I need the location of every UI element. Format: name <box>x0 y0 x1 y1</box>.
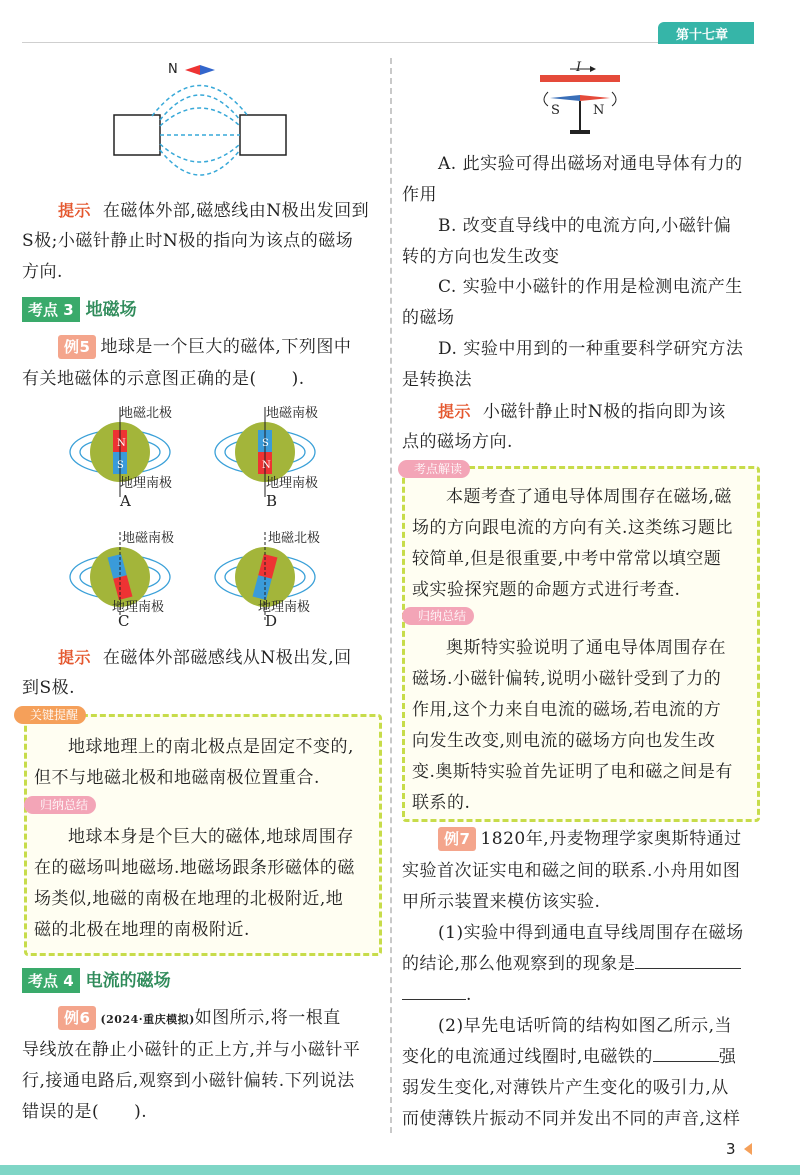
opt-b-line2: 转的方向也发生改变 <box>402 247 560 267</box>
box2-t1-l2: 场的方向跟电流的方向有关.这类练习题比 <box>412 518 733 538</box>
ex5-badge: 例5 <box>58 335 96 359</box>
ex7-line3: 甲所示装置来模仿该实验. <box>402 892 601 912</box>
ex6-line4: 错误的是( ). <box>22 1102 148 1122</box>
opt-d-line1: D. 实验中用到的一种重要科学研究方法 <box>438 339 744 359</box>
hint1-line3: 方向. <box>22 262 63 282</box>
box1-t2-l2: 在的磁场叫地磁场.地磁场跟条形磁体的磁 <box>34 858 355 878</box>
opt-c-line1: C. 实验中小磁针的作用是检测电流产生 <box>438 277 743 297</box>
svg-text:N: N <box>117 438 126 449</box>
needle-n-label: N <box>168 62 178 77</box>
fig-s-label: S <box>551 103 560 118</box>
hint1-line2: S极;小磁针静止时N极的指向为该点的磁场 <box>22 231 354 251</box>
ex7-q2-line2: 变化的电流通过线圈时,电磁铁的 强 <box>402 1042 736 1073</box>
page-arrow-icon <box>744 1143 752 1155</box>
fig-current-label: I <box>576 60 582 75</box>
chapter-label: 第十七章 <box>676 28 729 43</box>
hint-r-line2: 点的磁场方向. <box>402 432 513 452</box>
ex6-line3: 行,接通电路后,观察到小磁针偏转.下列说法 <box>22 1071 355 1091</box>
svg-text:S: S <box>117 460 124 471</box>
hint2-line1: 提示 在磁体外部磁感线从N极出发,回 <box>58 648 352 668</box>
box2-t1-l3: 较简单,但是很重要,中考中常常以填空题 <box>412 549 722 569</box>
box1-t1-l1: 地球地理上的南北极点是固定不变的, <box>68 737 354 757</box>
opt-b-bottom: 地理南极 <box>266 476 319 491</box>
hint-r-tag: 提示 <box>438 402 472 421</box>
section3-tag: 考点 3 <box>22 297 80 322</box>
ex7-q2-line4: 而使薄铁片振动不同并发出不同的声音,这样 <box>402 1109 741 1129</box>
answer-blank-2[interactable] <box>402 981 466 1000</box>
ex7-q1-line2: 的结论,那么他观察到的现象是 <box>402 949 741 980</box>
box2-t2-l6: 联系的. <box>412 793 471 813</box>
box2-t1-l1: 本题考查了通电导体周围存在磁场,磁 <box>446 487 732 507</box>
box1-t2-l3: 场类似,地磁的南极在地理的北极附近,地 <box>34 889 344 909</box>
answer-blank-3[interactable] <box>653 1043 719 1062</box>
opt-d-bottom: 地理南极 <box>258 600 311 615</box>
ex5-line2: 有关地磁体的示意图正确的是( ). <box>22 369 305 389</box>
ex7-q1-line3: . <box>402 980 472 1011</box>
ex6-badge: 例6 <box>58 1006 96 1030</box>
ex6-line2: 导线放在静止小磁针的正上方,并与小磁针平 <box>22 1040 361 1060</box>
magnet-field-figure <box>110 60 310 190</box>
summary-tag-right: 归纳总结 <box>402 605 474 625</box>
ex7-badge: 例7 <box>438 827 476 851</box>
svg-text:S: S <box>262 438 269 449</box>
page-number: 3 <box>726 1140 736 1158</box>
box2-t2-l2: 磁场.小磁针偏转,说明小磁针受到了力的 <box>412 669 722 689</box>
key-note-tag: 关键提醒 <box>14 704 86 724</box>
opt-a-line1: A. 此实验可得出磁场对通电导体有力的 <box>438 154 743 174</box>
ex6-line1: 例6 (2024·重庆模拟)如图所示,将一根直 <box>58 1003 341 1035</box>
box1-t2-l1: 地球本身是个巨大的磁体,地球周围存 <box>68 827 354 847</box>
opt-c-letter: C <box>118 612 130 630</box>
opt-b-top: 地磁南极 <box>266 406 319 421</box>
analysis-tag: 考点解读 <box>398 458 470 478</box>
ex5-line1: 例5 地球是一个巨大的磁体,下列图中 <box>58 332 351 363</box>
section3-title: 地磁场 <box>85 300 137 320</box>
hint-r-line1: 提示 小磁针静止时N极的指向即为该 <box>438 402 726 422</box>
ex7-q1-line1: (1)实验中得到通电直导线周围存在磁场 <box>438 923 744 943</box>
opt-a-bottom: 地理南极 <box>120 476 173 491</box>
section3-heading <box>22 295 137 322</box>
box2-t1-l4: 或实验探究题的命题方式进行考查. <box>412 580 681 600</box>
section4-title: 电流的磁场 <box>85 971 171 991</box>
box2-t2-l4: 向发生改变,则电流的磁场方向也发生改 <box>412 731 716 751</box>
ex7-q2-line1: (2)早先电话听筒的结构如图乙所示,当 <box>438 1016 732 1036</box>
opt-d-letter: D <box>265 612 278 630</box>
opt-a-line2: 作用 <box>402 185 437 205</box>
opt-c-bottom: 地理南极 <box>112 600 165 615</box>
box2-t2-l5: 变.奥斯特实验首先证明了电和磁之间是有 <box>412 762 733 782</box>
ex7-line2: 实验首次证实电和磁之间的联系.小舟用如图 <box>402 861 741 881</box>
hint1-line1: 提示 在磁体外部,磁感线由N极出发回到 <box>58 201 370 221</box>
opt-c-top: 地磁南极 <box>122 531 175 546</box>
column-divider <box>390 58 392 1133</box>
summary-tag-left: 归纳总结 <box>24 794 96 814</box>
box1-t2-l4: 磁的北极在地理的南极附近. <box>34 920 250 940</box>
hint2-tag: 提示 <box>58 648 92 667</box>
ex7-q2-line3: 弱发生变化,对薄铁片产生变化的吸引力,从 <box>402 1078 729 1098</box>
fig-n-label: N <box>593 103 605 118</box>
hint1-tag: 提示 <box>58 201 92 220</box>
box2-t2-l1: 奥斯特实验说明了通电导体周围存在 <box>446 638 726 658</box>
opt-a-top: 地磁北极 <box>120 406 173 421</box>
box1-t1-l2: 但不与地磁北极和地磁南极位置重合. <box>34 768 320 788</box>
box2-t2-l3: 作用,这个力来自电流的磁场,若电流的方 <box>412 700 722 720</box>
opt-a-letter: A <box>120 492 131 510</box>
section4-heading <box>22 966 171 993</box>
opt-d-line2: 是转换法 <box>402 370 472 390</box>
opt-b-letter: B <box>266 492 278 510</box>
answer-blank-1[interactable] <box>635 950 741 969</box>
opt-b-line1: B. 改变直导线中的电流方向,小磁针偏 <box>438 216 732 236</box>
hint2-line2: 到S极. <box>22 678 76 698</box>
footer-bar <box>0 1165 800 1175</box>
section4-tag: 考点 4 <box>22 968 80 993</box>
svg-text:N: N <box>262 460 271 471</box>
opt-d-top: 地磁北极 <box>268 531 321 546</box>
header-rule <box>22 42 752 43</box>
ex7-line1: 例7 1820年,丹麦物理学家奥斯特通过 <box>438 824 742 855</box>
opt-c-line2: 的磁场 <box>402 308 455 328</box>
